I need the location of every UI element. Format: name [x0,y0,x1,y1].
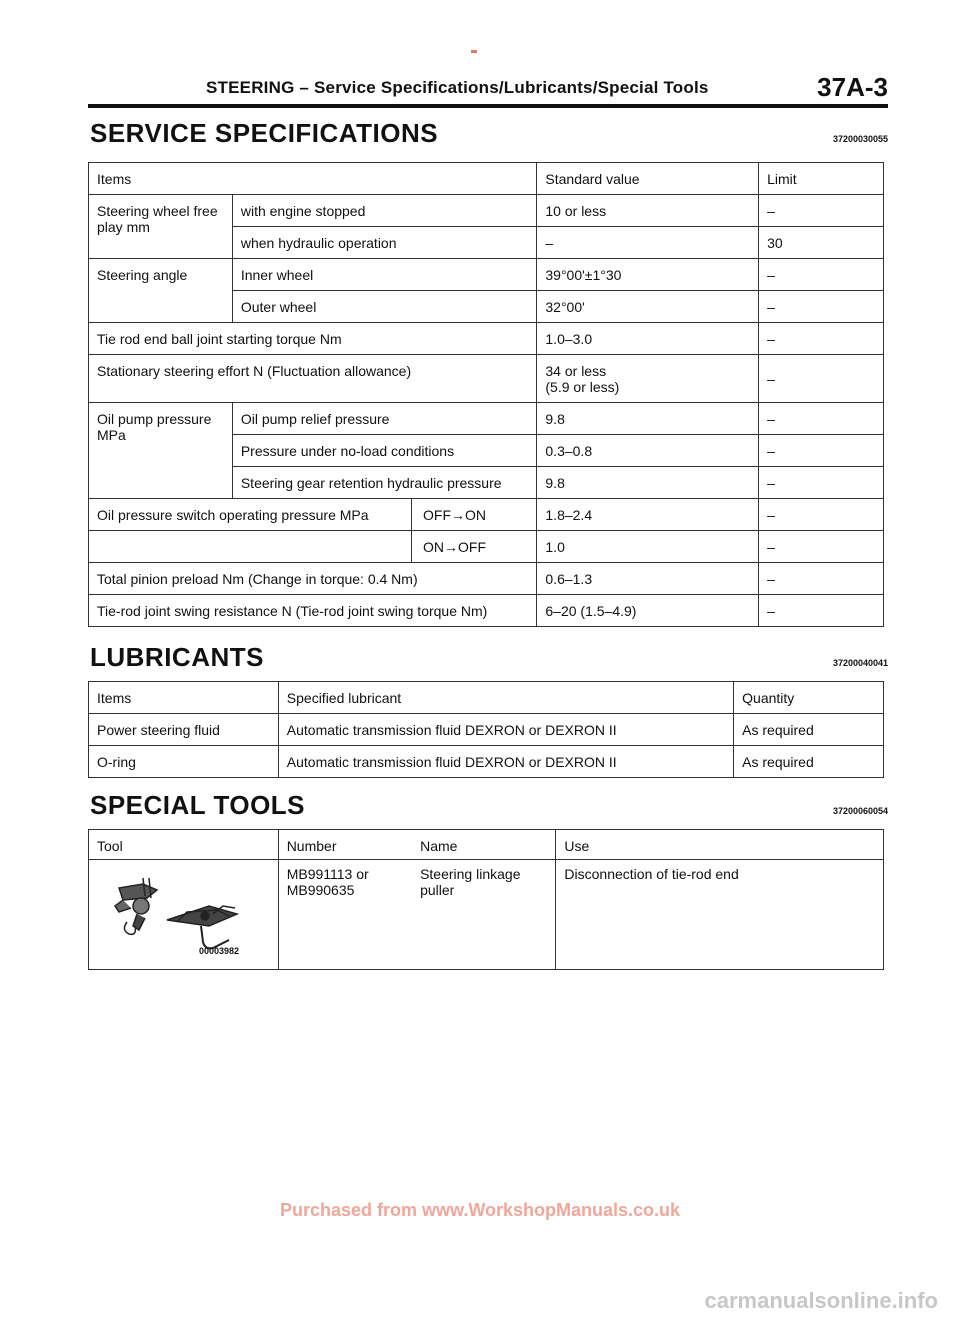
table-row [89,682,884,714]
condition-cell: when hydraulic operation [232,227,537,259]
lubricant-cell: Automatic transmission fluid DEXRON or DEXRON II [278,746,733,778]
condition-cell: Inner wheel [232,259,537,291]
header-limit: Limit [759,163,884,195]
condition-cell: Outer wheel [232,291,537,323]
limit-cell: – [759,499,884,531]
condition-cell: Oil pump relief pressure [232,403,537,435]
table-row [89,163,884,195]
item-cell: Power steering fluid [89,714,279,746]
limit-cell: – [759,195,884,227]
standard-cell: 9.8 [537,467,759,499]
scan-mark [471,50,477,53]
limit-cell: – [759,531,884,563]
tool-image-code: 00003982 [199,946,240,956]
standard-cell: 1.8–2.4 [537,499,759,531]
header-title: STEERING – Service Specifications/Lubricants/Special Tools [206,78,709,97]
header-tool: Tool [89,830,279,860]
divider [411,530,538,531]
limit-cell: – [759,595,884,627]
item-cell [89,531,537,563]
condition-cell: Pressure under no-load conditions [232,435,537,467]
service-specs-table [88,162,884,627]
condition-label: ON→OFF [423,539,486,555]
standard-line: 34 or less [545,363,607,379]
item-cell: Steering angle [89,259,233,323]
quantity-cell: As required [734,714,884,746]
header-quantity: Quantity [734,682,884,714]
number-cell [278,860,412,970]
table-row [89,355,884,403]
header-standard: Standard value [537,163,759,195]
limit-cell: – [759,563,884,595]
header-items: Items [89,682,279,714]
standard-cell: 1.0–3.0 [537,323,759,355]
page-number: 37A-3 [817,72,888,102]
item-cell: Oil pump pressure MPa [89,403,233,499]
condition-cell: Steering gear retention hydraulic pressure [232,467,537,499]
table-row [89,531,884,563]
watermark: Purchased from www.WorkshopManuals.co.uk [279,1200,681,1220]
table-row [89,499,884,531]
standard-line: (5.9 or less) [545,379,620,395]
lubricants-table [88,681,884,778]
lubricants-code: 37200040041 [832,658,888,668]
limit-cell: – [759,291,884,323]
table-row [89,860,884,970]
limit-cell: – [759,259,884,291]
standard-cell: 9.8 [537,403,759,435]
steering-linkage-puller-image [97,866,267,956]
standard-cell: 6–20 (1.5–4.9) [537,595,759,627]
lubricant-cell: Automatic transmission fluid DEXRON or DEXRON II [278,714,733,746]
tool-image-cell [89,860,279,970]
header-name: Name [412,830,556,860]
table-row [89,195,884,227]
standard-cell: 32°00' [537,291,759,323]
special-tools-table [88,829,884,970]
header-lubricant: Specified lubricant [278,682,733,714]
standard-cell: 10 or less [537,195,759,227]
item-cell: Steering wheel free play mm [89,195,233,259]
name-cell [412,860,556,970]
divider [411,531,412,563]
header-use: Use [556,830,884,860]
special-tools-title: SPECIAL TOOLS [90,790,306,820]
standard-cell: – [537,227,759,259]
item-cell: Stationary steering effort N (Fluctuation allowance) [89,355,537,403]
standard-cell: 0.3–0.8 [537,435,759,467]
item-cell: Tie-rod joint swing resistance N (Tie-rod joint swing torque Nm) [89,595,537,627]
table-row [89,259,884,291]
item-cell [89,499,537,531]
table-row [89,403,884,435]
special-tools-code: 37200060054 [832,806,888,816]
item-label: Oil pressure switch operating pressure MPa [97,507,369,523]
item-cell: Tie rod end ball joint starting torque Nm [89,323,537,355]
table-row [89,595,884,627]
page-header [88,72,888,108]
table-row [89,746,884,778]
use-cell: Disconnection of tie-rod end [556,860,884,970]
table-row [89,830,884,860]
standard-cell: 39°00'±1°30 [537,259,759,291]
table-row [89,714,884,746]
name-line: Steering linkage [420,866,521,882]
item-cell: O-ring [89,746,279,778]
limit-cell: 30 [759,227,884,259]
table-row [89,323,884,355]
service-specs-code: 37200030055 [832,134,888,144]
number-line: MB991113 or [286,866,369,882]
quantity-cell: As required [734,746,884,778]
service-specs-title: SERVICE SPECIFICATIONS [90,118,439,148]
limit-cell: – [759,435,884,467]
header-items: Items [89,163,537,195]
condition-label: OFF→ON [423,507,486,523]
header-number: Number [278,830,412,860]
limit-cell: – [759,323,884,355]
standard-cell: 1.0 [537,531,759,563]
item-cell: Total pinion preload Nm (Change in torque: 0.4 Nm) [89,563,537,595]
standard-cell: 0.6–1.3 [537,563,759,595]
name-line: puller [420,882,455,898]
number-line: MB990635 [286,882,355,898]
table-row [89,563,884,595]
limit-cell: – [759,467,884,499]
limit-cell: – [759,355,884,403]
footer-site: carmanualsonline.info [704,1288,938,1313]
standard-cell [537,355,759,403]
condition-cell: with engine stopped [232,195,537,227]
lubricants-title: LUBRICANTS [90,642,264,672]
divider [411,499,412,531]
limit-cell: – [759,403,884,435]
